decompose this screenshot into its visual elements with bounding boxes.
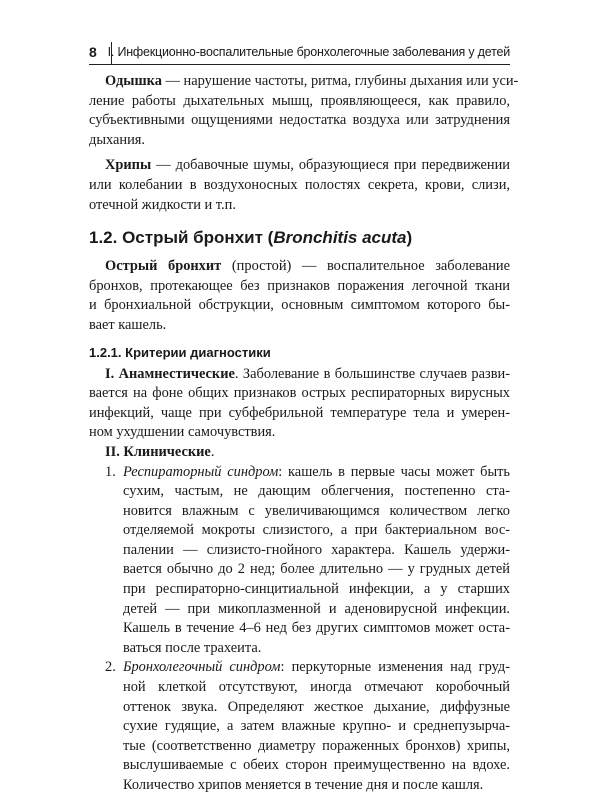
text-line: Количество хрипов меняется в течение дня и после кашля.	[123, 777, 484, 793]
paragraph-rales	[89, 156, 510, 215]
text-line: отделяемой мокроты слизистого, а при бактериальном вос-	[123, 522, 510, 539]
page-number: 8	[89, 44, 97, 60]
paragraph-definition	[89, 257, 510, 335]
text-line: Кашель в течение 4–6 нед без других симптомов может оста-	[123, 620, 510, 637]
text-fragment: . Заболевание в большинстве случаев разви-	[234, 365, 510, 382]
text-line: ном ухудшении самочувствия.	[89, 424, 276, 441]
text-fragment: — нарушение частоты, ритма, глубины дыхания или уси-	[161, 73, 519, 89]
heading-latin: Bronchitis acuta	[273, 228, 407, 248]
text-line	[89, 257, 510, 277]
text-line: сухие гудящие, а затем влажные крупно- и среднепузырча-	[123, 718, 510, 735]
list-item-bronchopulmonary	[89, 658, 510, 795]
text-fragment: : кашель в первые часы может быть	[278, 463, 510, 480]
text-line: сухим, частым, не дающим облегчения, постепенно ста-	[123, 483, 510, 500]
paragraph-dyspnea	[89, 72, 519, 150]
text-line	[123, 463, 510, 483]
text-line: тые (соответственно диаметру пораженных бронхов) хрипы,	[123, 737, 510, 754]
text-line: детей — при микоплазменной и аденовирусной инфекции.	[123, 600, 510, 617]
item-title: Бронхолегочный синдром	[123, 659, 281, 676]
text-line: палении — слизисто-гнойного характера. Кашель удержи-	[123, 541, 510, 558]
text-line	[123, 658, 510, 678]
term-acute-bronchitis: Острый бронхит	[105, 258, 222, 275]
text-fragment: : перкуторные изменения над груд-	[280, 659, 510, 676]
text-line: выслушиваемые с обеих сторон преимущественно на вдохе.	[123, 757, 510, 774]
text-line	[89, 156, 510, 176]
text-line: отечной жидкости и т.п.	[89, 196, 236, 213]
heading-text: 1.2. Острый бронхит (	[89, 228, 274, 248]
text-line: и бронхиальной обструкции, основным симптомом которого бы-	[89, 297, 510, 314]
subsection-heading: 1.2.1. Критерии диагностики	[89, 344, 271, 360]
text-line: бронхов, протекающее без признаков поражения легочной ткани	[89, 277, 510, 294]
text-line: вается обычно до 2 нед; более длительно — у грудных детей	[123, 561, 510, 578]
page-body	[89, 72, 519, 796]
text-line: вается на фоне общих признаков острых респираторных вирусных	[89, 385, 510, 402]
text-fragment: — добавочные шумы, образующиеся при передвижении	[151, 157, 510, 174]
heading-text: )	[406, 228, 413, 248]
text-line: или колебании в воздухоносных полостях секрета, крови, слизи,	[89, 176, 510, 193]
text-line: ной клеткой отсутствуют, иногда отмечают коробочный	[123, 679, 510, 696]
running-title: I. Инфекционно-воспалительные бронхолегочные заболевания у детей	[107, 45, 510, 59]
text-line: оттенок звука. Определяют жесткое дыхание, диффузные	[123, 698, 510, 715]
list-item-respiratory	[89, 463, 510, 659]
text-line: ление работы дыхательных мышц, проявляющееся, как правило,	[89, 92, 510, 109]
text-line	[89, 443, 510, 463]
label-anamnestic: I. Анамнестические	[105, 365, 235, 382]
text-line: инфекций, чаще при субфебрильной температуре тела и умерен-	[89, 404, 510, 421]
term-rales: Хрипы	[105, 157, 152, 174]
text-line: субъективными ощущениями недостатка воздуха или затруднения	[89, 112, 510, 129]
text-line	[89, 72, 519, 92]
term-dyspnea: Одышка	[105, 73, 162, 89]
text-fragment: (простой) — воспалительное заболевание	[221, 258, 510, 275]
text-fragment: .	[210, 443, 215, 460]
paragraph-clinical	[89, 443, 510, 463]
item-title: Респираторный синдром	[123, 463, 279, 480]
label-clinical: II. Клинические	[105, 443, 211, 460]
text-line: при респираторно-синцитиальной инфекции, а у старших	[123, 581, 510, 598]
list-number: 2.	[105, 659, 116, 676]
list-number: 1.	[105, 463, 116, 480]
text-line: дыхания.	[89, 131, 146, 148]
text-line	[89, 365, 510, 385]
text-line: ваться после трахеита.	[123, 639, 262, 656]
running-header	[89, 44, 510, 65]
text-line: вает кашель.	[89, 316, 167, 333]
text-line: новится влажным с увеличивающимся количеством легко	[123, 502, 510, 519]
section-heading	[89, 227, 510, 249]
paragraph-anamnestic	[89, 365, 510, 443]
